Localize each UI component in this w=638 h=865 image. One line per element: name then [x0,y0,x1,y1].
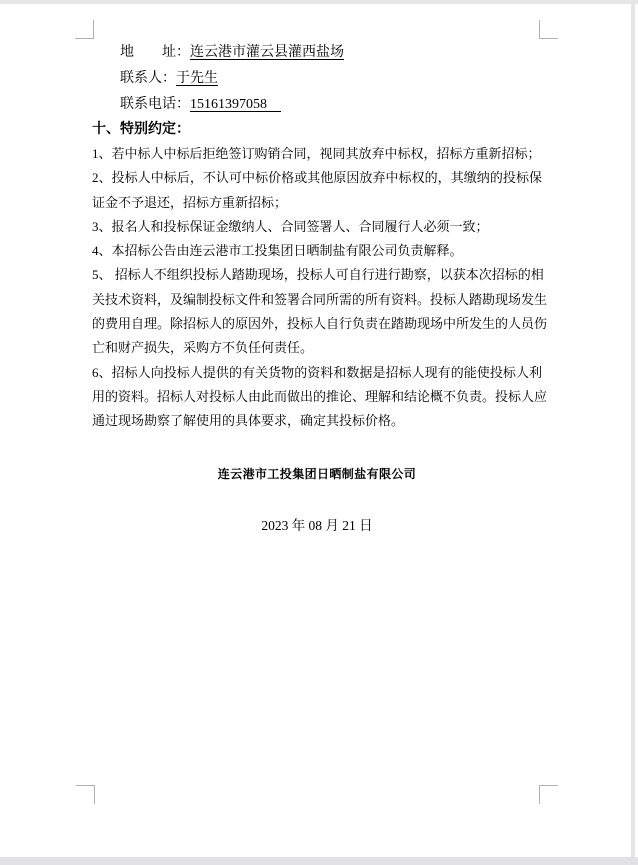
contact-person-line [92,66,542,92]
clause-line: 证金不予退还，招标方重新招标； [92,194,288,210]
clause-list [92,142,548,434]
address-label: 地 址： [120,45,190,60]
contact-person-value: 于先生 [176,71,218,86]
clause-line: 2、投标人中标后，不认可中标价格或其他原因放弃中标权的，其缴纳的投标保 [92,170,542,186]
signature-company: 连云港市工投集团日晒制盐有限公司 [217,466,417,481]
signature-date: 2023 年 08 月 21 日 [261,517,373,533]
phone-label: 联系电话： [120,97,190,112]
text-boundary-mark-bottom-right [539,785,558,804]
clause-line: 4、本招标公告由连云港市工投集团日晒制盐有限公司负责解释。 [92,243,463,259]
clause-paragraph [92,215,542,239]
address-value: 连云港市灌云县灌西盐场 [190,45,344,60]
page-surround-bottom [0,857,638,865]
clause-line: 的费用自理。除招标人的原因外，投标人自行负责在踏勘现场中所发生的人员伤 [92,316,548,332]
page-surround-top [0,0,638,4]
text-boundary-mark-top-left [75,20,94,39]
clause-paragraph [92,263,548,360]
clause-line: 1、若中标人中标后拒绝签订购销合同，视同其放弃中标权，招标方重新招标； [92,146,541,161]
clause-line: 5、 招标人不组织投标人踏勘现场，投标人可自行进行勘察，以获本次招标的相 [92,267,544,283]
page-surround-right [631,4,635,857]
clause-paragraph [92,239,542,263]
clause-paragraph [92,166,542,215]
contact-person-label: 联系人： [120,71,176,86]
clause-line: 3、报名人和投标保证金缴纳人、合同签署人、合同履行人必须一致； [92,218,489,234]
clause-paragraph [92,361,548,434]
clause-line: 6、招标人向投标人提供的有关货物的资料和数据是招标人现有的能使投标人利 [92,364,542,380]
text-boundary-mark-bottom-left [76,785,95,804]
clause-line: 关技术资料，及编制投标文件和签署合同所需的所有资料。投标人踏勘现场发生 [92,291,548,307]
clause-line: 亡和财产损失，采购方不负任何责任。 [92,340,314,356]
section-heading: 十、特别约定： [92,122,190,137]
phone-line [92,92,542,118]
address-line [92,40,542,66]
phone-value: 15161397058 [190,97,281,112]
document-body [92,40,548,534]
clause-line: 通过现场勘察了解使用的具体要求，确定其投标价格。 [92,413,405,429]
text-boundary-mark-top-right [539,20,558,39]
clause-paragraph [92,142,542,166]
clause-line: 用的资料。招标人对投标人由此而做出的推论、理解和结论概不负责。投标人应 [92,388,548,404]
